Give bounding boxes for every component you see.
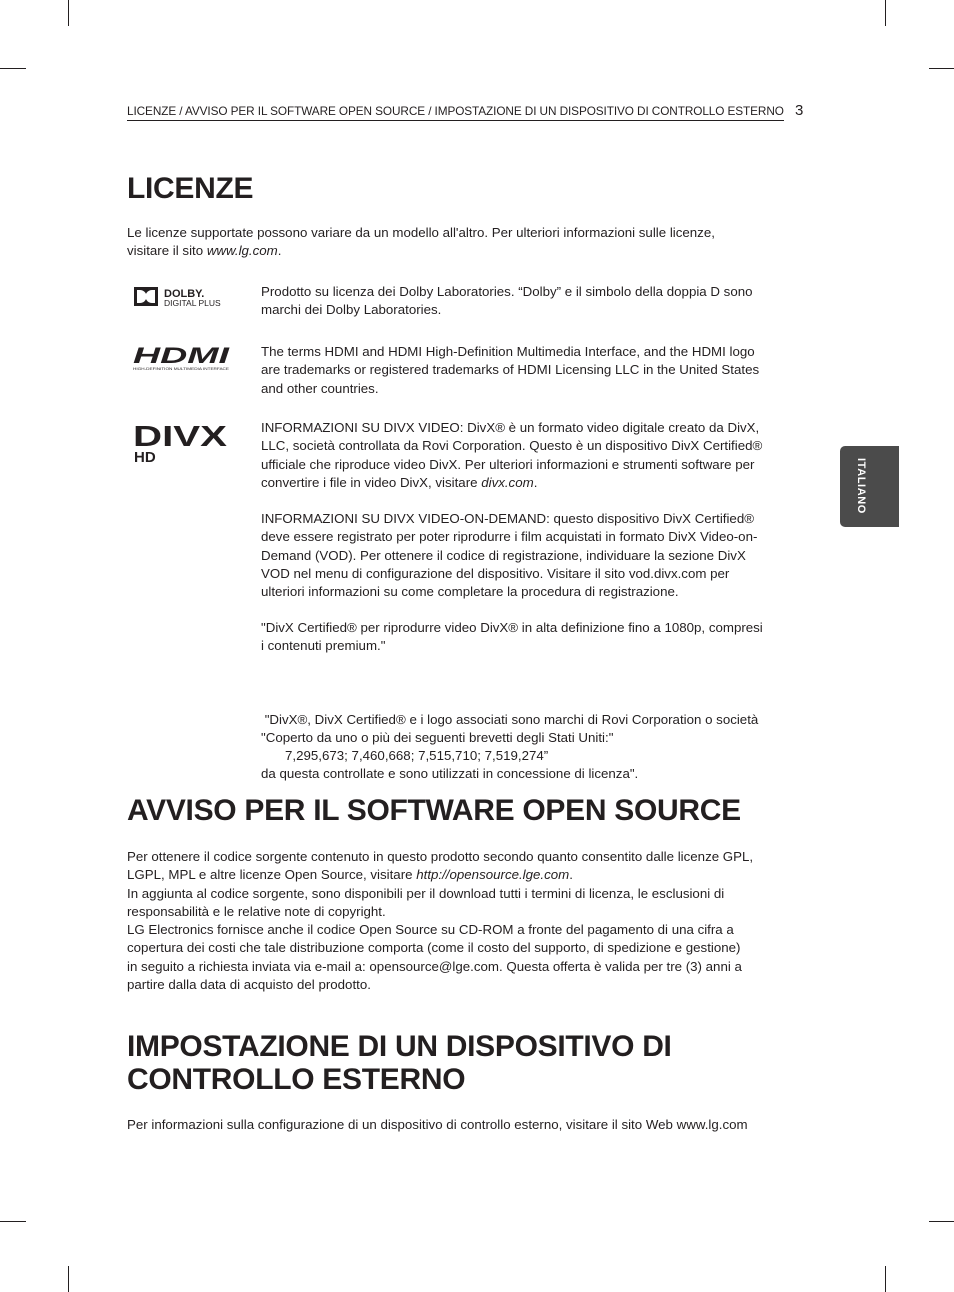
text-line: Prodotto su licenza dei Dolby Laboratories. “Dolby” e il simbolo della doppia D sono [261,284,753,299]
licenze-intro [127,224,715,261]
crop-mark [929,1221,954,1222]
text-line: ulteriori informazioni su come completare la procedura di registrazione. [261,584,679,600]
divx-patents [261,729,613,766]
hdmi-logo-sub: HIGH-DEFINITION MULTIMEDIA INTERFACE [133,366,230,371]
text-line: VOD nel menu di configurazione del dispositivo. Visitare il sito vod.divx.com per [261,565,730,581]
crop-mark [68,0,69,26]
text-line: "Coperto da uno o più dei seguenti brevetti degli Stati Uniti:" [261,730,614,745]
crop-mark [929,68,954,69]
external-control-title [127,1030,672,1096]
text-fragment: visitare il sito [127,243,207,259]
text-line [261,474,762,492]
text-line: LG Electronics fornisce anche il codice Open Source su CD-ROM a fronte del pagamento di una cifra a [127,922,734,938]
text-line: The terms HDMI and HDMI High-Definition Multimedia Interface, and the HDMI logo [261,344,755,359]
page-number: 3 [795,102,804,119]
text-fragment: LGPL, MPL e altre licenze Open Source, visitare [127,867,417,883]
text-fragment: . [569,867,573,883]
text-line: in seguito a richiesta inviata via e-mail a: opensource@lge.com. Questa offerta è valida per tre (3) anni a [127,958,742,974]
external-control-text [127,1116,748,1134]
text-line: In aggiunta al codice sorgente, sono disponibili per il download tutti i termini di licenza, le esclusioni di [127,885,725,901]
text-line: and other countries. [261,380,379,396]
text-fragment: convertire i file in video DivX, visitare [261,474,482,490]
text-line: "DivX®, DivX Certified® e i logo associati sono marchi di Rovi Corporation o società [261,711,759,727]
dolby-logo-sub: DIGITAL PLUS [164,298,221,308]
hdmi-logo [133,346,237,372]
text-line: INFORMAZIONI SU DIVX VIDEO-ON-DEMAND: questo dispositivo DivX Certified® [261,511,755,526]
title-line: CONTROLLO ESTERNO [127,1063,466,1096]
divx-logo-icon [133,420,235,464]
licenze-title: LICENZE [127,172,254,205]
divx-logo-text: DIVX [133,421,228,453]
open-source-notice [127,848,753,994]
text-line: INFORMAZIONI SU DIVX VIDEO: DivX® è un formato video digitale creato da DivX, [261,420,760,435]
text-line: marchi dei Dolby Laboratories. [261,302,442,318]
hdmi-logo-icon [133,346,237,372]
text-line: Demand (VOD). Per ottenere il codice di registrazione, individuare la sezione DivX [261,547,746,563]
text-line: are trademarks or registered trademarks of HDMI Licensing LLC in the United States [261,362,760,378]
crop-mark [68,1266,69,1292]
dolby-double-d-icon [133,285,241,311]
text-line: deve essere registrato per poter riprodurre i film acquistati in formato DivX Video-on- [261,529,758,545]
running-header: LICENZE / AVVISO PER IL SOFTWARE OPEN SOURCE / IMPOSTAZIONE DI UN DISPOSITIVO DI CONTROLLO ESTERNO [127,104,784,121]
text-fragment: . [533,474,538,490]
divx-video-info [261,419,762,492]
dolby-logo [133,285,241,311]
language-tab-label: ITALIANO [855,458,867,514]
crop-mark [0,1221,26,1222]
text-line: i contenuti premium." [261,638,386,654]
lg-website-link: www.lg.com [206,243,278,259]
crop-mark [885,0,886,26]
dolby-notice [261,283,753,320]
opensource-website-link: http://opensource.lge.com [416,867,570,883]
open-source-title: AVVISO PER IL SOFTWARE OPEN SOURCE [127,794,741,827]
hdmi-logo-text: HDMI [133,346,231,368]
text-line: "DivX Certified® per riprodurre video DivX® in alta definizione fino a 1080p, compresi [261,620,763,635]
text-line: responsabilità e le relative note di copyright. [127,903,386,919]
text-line: copertura dei costi che tale distribuzione comporta (come il costo del supporto, di spedizione e gestione) [127,940,741,956]
divx-certified-statement [261,619,763,656]
divx-vod-info [261,510,757,601]
text-line: da questa controllate e sono utilizzati in concessione di licenza". [261,766,639,782]
crop-mark [885,1266,886,1292]
text-line [127,242,715,260]
text-line: LLC, società controllata da Rovi Corporation. Questo è un dispositivo DivX Certified® [261,438,763,454]
hdmi-notice [261,343,759,398]
text-line: Le licenze supportate possono variare da un modello all'altro. Per ulteriori informazioni sulle licenze, [127,225,715,240]
dolby-logo-brand: DOLBY. [164,288,205,300]
text-fragment: . [277,243,282,259]
text-line: partire dalla data di acquisto del prodotto. [127,977,371,993]
text-line [127,866,753,884]
language-tab [840,446,899,527]
divx-logo-sub: HD [134,449,156,464]
text-line: Per informazioni sulla configurazione di un dispositivo di controllo esterno, visitare il sito Web www.lg.com [127,1117,748,1132]
text-line: ufficiale che riproduce video DivX. Per ulteriori informazioni e strumenti software per [261,456,755,472]
divx-hd-logo [133,420,235,464]
text-line: Per ottenere il codice sorgente contenuto in questo prodotto secondo quanto consentito dalle licenze GPL, [127,849,754,864]
divx-website-link: divx.com [481,474,534,490]
text-line: 7,295,673; 7,460,668; 7,515,710; 7,519,274” [285,748,549,764]
crop-mark [0,68,26,69]
title-line: IMPOSTAZIONE DI UN DISPOSITIVO DI [127,1030,672,1063]
